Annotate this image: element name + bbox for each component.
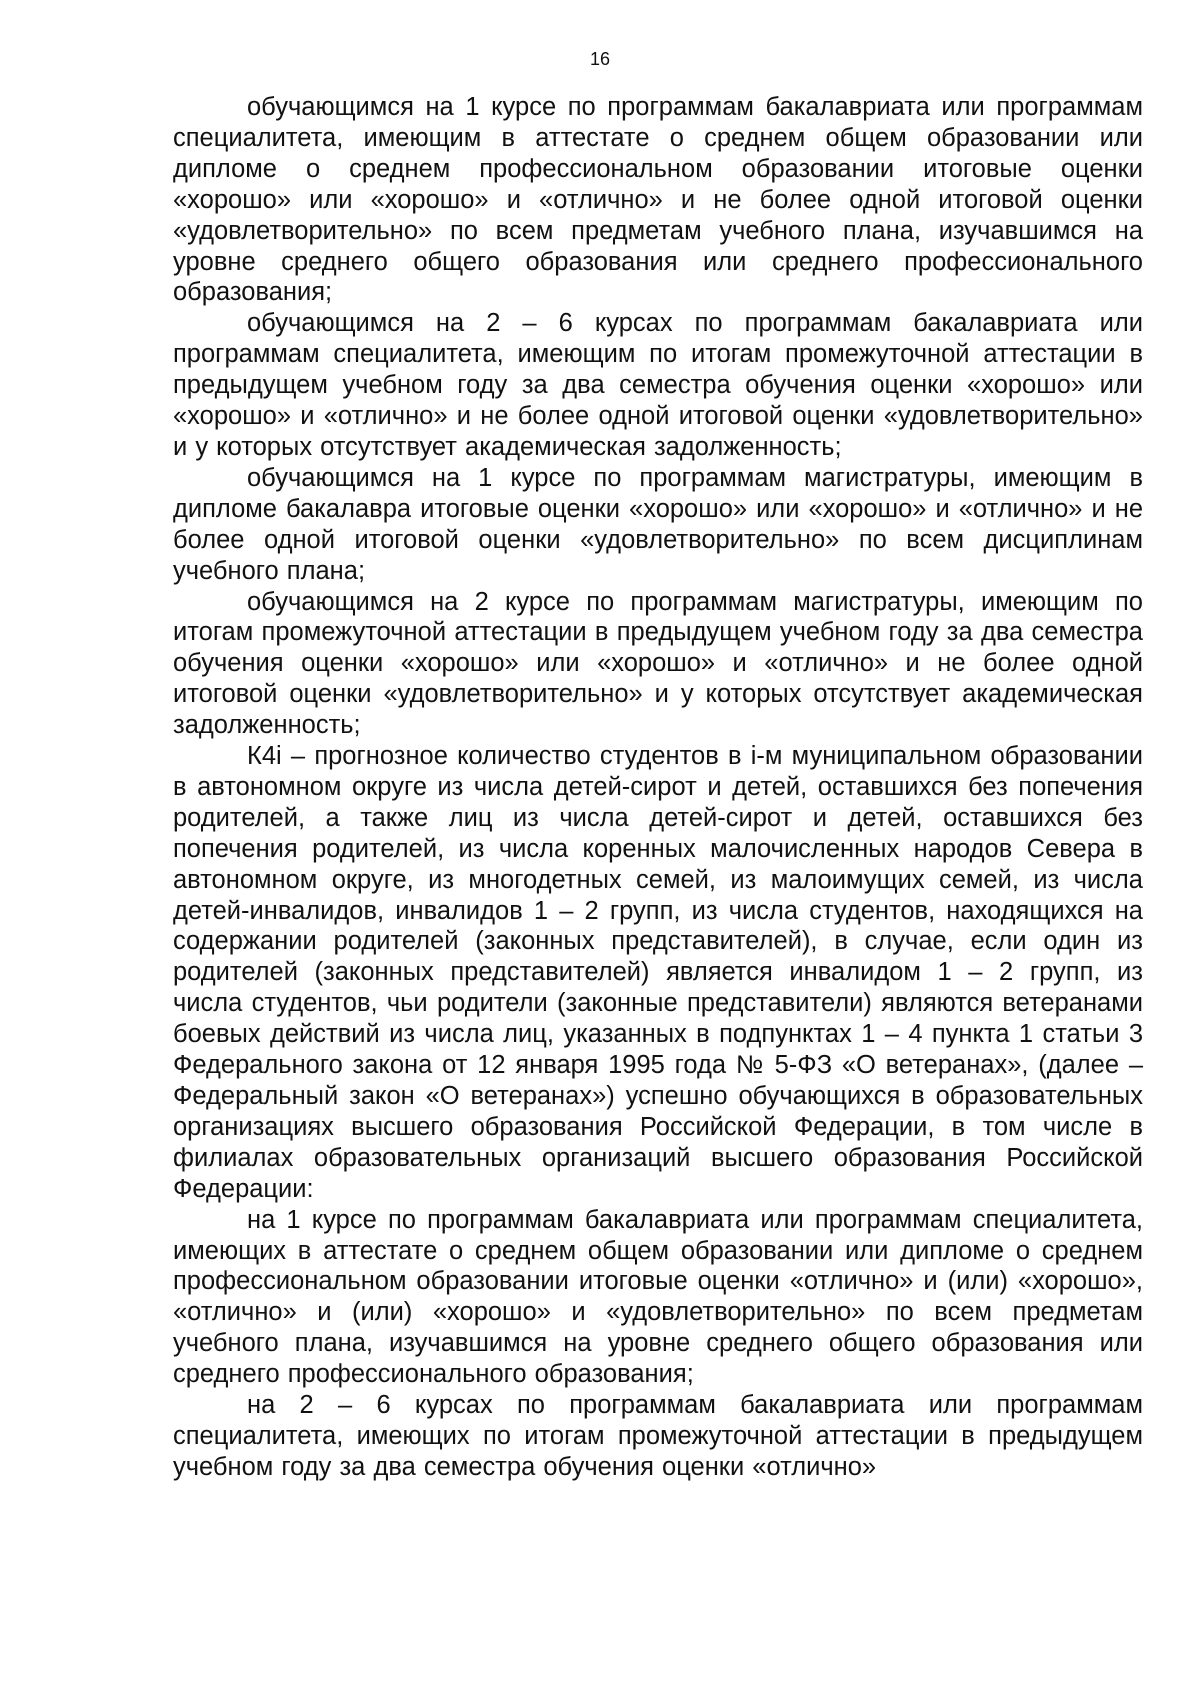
paragraph-k4i-definition: К4i – прогнозное количество студентов в i-м муниципальном образовании в автономном округе из числа детей-сирот и детей, оставшихся без попечения родителей, а также лиц из числа детей-сирот и детей, оставшихся без попечения родителей, из числа коренных малочисленных народов Севера в автономном округе, из многодетных семей, из малоимущих семей, из числа детей-инвалидов, инвалидов 1 – 2 групп, из числа студентов, находящихся на содержании родителей (законных представителей), в случае, если один из родителей (законных представителей) является инвалидом 1 – 2 групп, из числа студентов, чьи родители (законные представители) являются ветеранами боевых действий из числа лиц, указанных в подпунктах 1 – 4 пункта 1 статьи 3 Федерального закона от 12 января 1995 года № 5-ФЗ «О ветеранах», (далее – Федеральный закон «О ветеранах») успешно обучающихся в образовательных организациях высшего образования Российской Федерации, в том числе в филиалах образовательных организаций высшего образования Российской Федерации: [173,742,1143,1203]
document-body [173,92,1143,1483]
page-number: 16 [589,49,611,69]
paragraph-k4i-2-6-courses: на 2 – 6 курсах по программам бакалавриата или программам специалитета, имеющих по итогам промежуточной аттестации в предыдущем учебном году за два семестра обучения оценки «отлично» [173,1391,1143,1481]
paragraph-k4i-first-course: на 1 курсе по программам бакалавриата или программам специалитета, имеющих в аттестате о среднем общем образовании или дипломе о среднем профессиональном образовании итоговые оценки «отлично» и (или) «хорошо», «отлично» и (или) «хорошо» и «удовлетворительно» по всем предметам учебного плана, изучавшимся на уровне среднего общего образования или среднего профессионального образования; [173,1205,1143,1389]
paragraph-master-second-course: обучающимся на 2 курсе по программам магистратуры, имеющим по итогам промежуточной аттестации в предыдущем учебном году за два семестра обучения оценки «хорошо» или «хорошо» и «отлично» и не более одной итоговой оценки «удовлетворительно» и у которых отсутствует академическая задолженность; [173,587,1143,740]
paragraph-bachelor-2-6-courses: обучающимся на 2 – 6 курсах по программам бакалавриата или программам специалитета, имеющим по итогам промежуточной аттестации в предыдущем учебном году за два семестра обучения оценки «хорошо» или «хорошо» и «отлично» и не более одной итоговой оценки «удовлетворительно» и у которых отсутствует академическая задолженность; [173,309,1143,461]
paragraph-master-first-course: обучающимся на 1 курсе по программам магистратуры, имеющим в дипломе бакалавра итоговые оценки «хорошо» или «хорошо» и «отлично» и не более одной итоговой оценки «удовлетворительно» по всем дисциплинам учебного плана; [173,463,1143,585]
paragraph-bachelor-first-course: обучающимся на 1 курсе по программам бакалавриата или программам специалитета, имеющим в аттестате о среднем общем образовании или дипломе о среднем профессиональном образовании итоговые оценки «хорошо» или «хорошо» и «отлично» и не более одной итоговой оценки «удовлетворительно» по всем предметам учебного плана, изучавшимся на уровне среднего общего образования или среднего профессионального образования; [173,93,1143,307]
